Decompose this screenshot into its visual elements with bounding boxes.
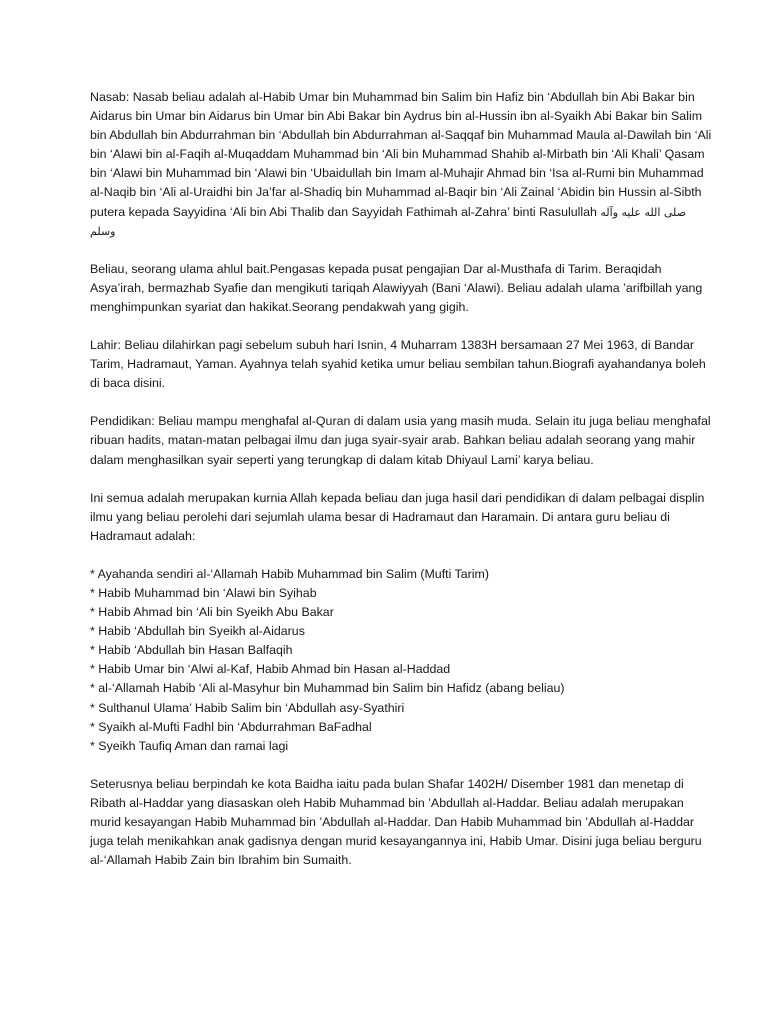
- paragraph-lahir: Lahir: Beliau dilahirkan pagi sebelum subuh hari Isnin, 4 Muharram 1383H bersamaan 27 Mei 1963, di Bandar Tarim, Hadramaut, Yaman. Ayahnya telah syahid ketika umur beliau sembilan tahun.Biografi ayahandanya boleh di baca disini.: [90, 338, 706, 391]
- paragraph-seterusnya: Seterusnya beliau berpindah ke kota Baidha iaitu pada bulan Shafar 1402H/ Disember 1981 dan menetap di Ribath al-Haddar yang diasaskan oleh Habib Muhammad bin ’Abdullah al-Haddar. Beliau adalah merupakan murid kesayangan Habib Muhammad bin ’Abdullah al-Haddar. Dan Habib Muhammad bin ’Abdullah al-Haddar juga telah menikahkan anak gadisnya dengan murid kesayangannya ini, Habib Umar. Disini juga beliau berguru al-‘Allamah Habib Zain bin Ibrahim bin Sumaith.: [90, 776, 702, 868]
- list-item: * al-‘Allamah Habib ‘Ali al-Masyhur bin Muhammad bin Salim bin Hafidz (abang beliau): [90, 681, 565, 696]
- paragraph-nasab: [90, 88, 712, 241]
- paragraph-kurnia: Ini semua adalah merupakan kurnia Allah kepada beliau dan juga hasil dari pendidikan di dalam pelbagai displin ilmu yang beliau perolehi dari sejumlah ulama besar di Hadramaut dan Haramain. Di antara guru beliau di Hadramaut adalah:: [90, 490, 705, 543]
- list-item: * Habib Ahmad bin ‘Ali bin Syeikh Abu Bakar: [90, 605, 334, 620]
- list-item: * Syaikh al-Mufti Fadhl bin ‘Abdurrahman BaFadhal: [90, 719, 372, 734]
- paragraph-beliau: Beliau, seorang ulama ahlul bait.Pengasas kepada pusat pengajian Dar al-Musthafa di Tarim. Beraqidah Asya’irah, bermazhab Syafie dan mengikuti tariqah Alawiyyah (Bani ‘Alawi). Beliau adalah ulama ’arifbillah yang menghimpunkan syariat dan hakikat.Seorang pendakwah yang gigih.: [90, 261, 703, 314]
- nasab-text: Nasab: Nasab beliau adalah al-Habib Umar bin Muhammad bin Salim bin Hafiz bin ‘Abdullah bin Abi Bakar bin Aidarus bin Umar bin Aidarus bin Umar bin Abi Bakar bin Aydrus bin al-Hussin ibn al-Syaikh Abi Bakar bin Salim bin Abdullah bin Abdurrahman bin ‘Abdullah bin Abdurrahman al-Saqqaf bin Muhammad Maula al-Dawilah bin ‘Ali bin ‘Alawi bin al-Faqih al-Muqaddam Muhammad bin ‘Ali bin Muhammad Shahib al-Mirbath bin ‘Ali Khali’ Qasam bin ‘Alawi bin Muhammad bin ‘Alawi bin ‘Ubaidullah bin Imam al-Muhajir Ahmad bin ‘Isa al-Rumi bin Muhammad al-Naqib bin ‘Ali al-Uraidhi bin Ja’far al-Shadiq bin Muhammad al-Baqir bin ‘Ali Zainal ‘Abidin bin Hussin al-Sibth putera kepada Sayyidina ‘Ali bin Abi Thalib dan Sayyidah Fathimah al-Zahra’ binti Rasulullah: [90, 90, 712, 219]
- list-item: * Syeikh Taufiq Aman dan ramai lagi: [90, 738, 289, 753]
- document-page: [90, 88, 712, 889]
- list-item: * Habib ‘Abdullah bin Syeikh al-Aidarus: [90, 624, 305, 639]
- paragraph-pendidikan: Pendidikan: Beliau mampu menghafal al-Quran di dalam usia yang masih muda. Selain itu juga beliau menghafal ribuan hadits, matan-matan pelbagai ilmu dan juga syair-syair arab. Bahkan beliau adalah seorang yang mahir dalam menghasilkan syair seperti yang terungkap di dalam kitab Dhiyaul Lami’ karya beliau.: [90, 414, 711, 467]
- list-item: * Habib Umar bin ‘Alwi al-Kaf, Habib Ahmad bin Hasan al-Haddad: [90, 662, 451, 677]
- guru-list: [90, 565, 712, 756]
- list-item: * Habib ‘Abdullah bin Hasan Balfaqih: [90, 643, 293, 658]
- list-item: * Ayahanda sendiri al-‘Allamah Habib Muhammad bin Salim (Mufti Tarim): [90, 566, 489, 581]
- list-item: * Habib Muhammad bin ‘Alawi bin Syihab: [90, 585, 317, 600]
- list-item: * Sulthanul Ulama’ Habib Salim bin ‘Abdullah asy-Syathiri: [90, 700, 405, 715]
- salawat-arabic: صلى الله عليه وآله وسلم: [90, 205, 687, 238]
